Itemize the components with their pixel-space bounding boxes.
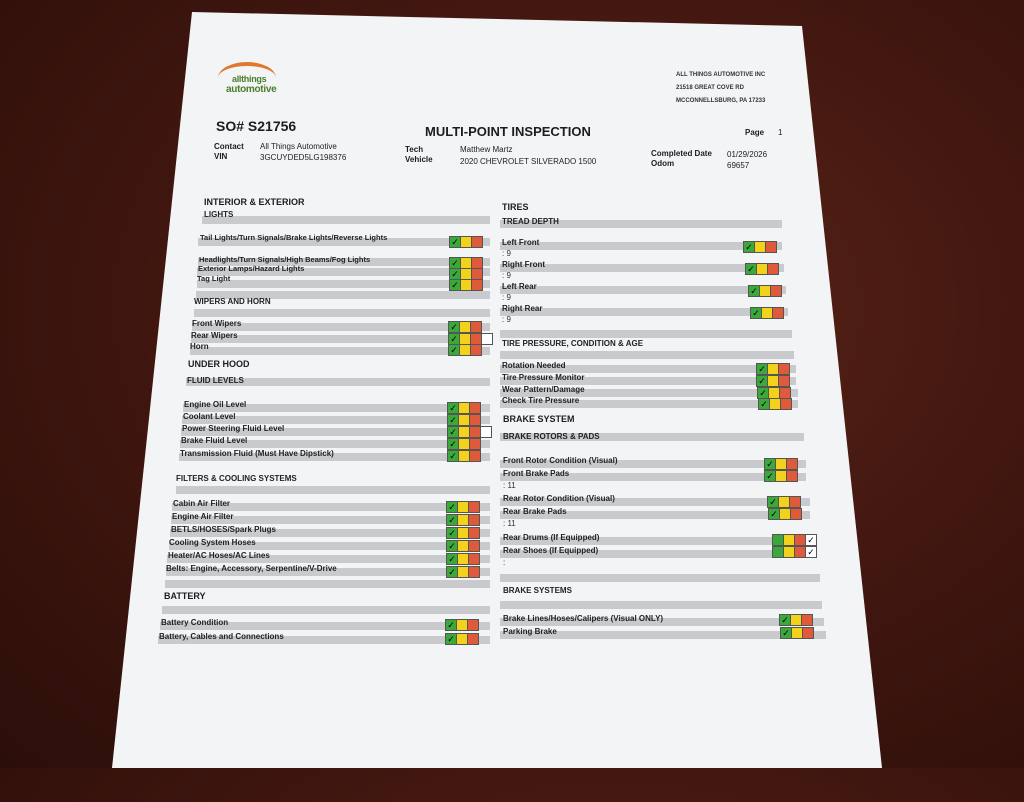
vin-label: VIN	[214, 152, 228, 161]
section-tires: TIRES	[502, 202, 529, 212]
check-item: BETLS/HOSES/Spark Plugs	[171, 525, 276, 534]
check-item: Wear Pattern/Damage	[502, 385, 585, 394]
rating-swatch	[446, 540, 480, 552]
rating-swatch	[449, 279, 483, 291]
rating-swatch	[772, 546, 817, 558]
check-icon: ✓	[450, 322, 458, 332]
check-item: Rear Shoes (If Equipped)	[503, 546, 599, 555]
check-icon: ✓	[451, 269, 459, 279]
check-icon: ✓	[449, 427, 457, 437]
check-item: Cooling System Hoses	[169, 538, 256, 547]
check-item: Heater/AC Hoses/AC Lines	[168, 551, 270, 560]
check-icon: ✓	[448, 541, 456, 551]
section-battery: BATTERY	[164, 591, 206, 601]
measurement-value: : 9	[502, 315, 511, 324]
section-brake-system: BRAKE SYSTEM	[503, 414, 575, 424]
section-interior-exterior: INTERIOR & EXTERIOR	[204, 197, 305, 207]
rating-swatch	[448, 321, 482, 333]
check-icon: ✓	[758, 376, 766, 386]
check-item: Front Rotor Condition (Visual)	[503, 456, 618, 465]
rating-swatch	[780, 627, 814, 639]
vehicle-label: Vehicle	[405, 155, 433, 164]
subsection-rotors-pads: BRAKE ROTORS & PADS	[503, 432, 600, 441]
check-item: Parking Brake	[503, 627, 557, 636]
check-item: Brake Lines/Hoses/Calipers (Visual ONLY)	[503, 614, 664, 623]
page-label: Page	[745, 128, 765, 137]
check-item: Front Wipers	[192, 319, 242, 328]
subsection-lights: LIGHTS	[204, 210, 234, 219]
rating-swatch	[768, 508, 802, 520]
check-item: Left Rear	[502, 282, 537, 291]
rating-swatch	[446, 514, 480, 526]
rating-swatch	[448, 344, 482, 356]
rating-swatch	[758, 398, 792, 410]
row-bar	[194, 309, 490, 317]
check-item: Front Brake Pads	[503, 469, 570, 478]
rating-swatch	[779, 614, 813, 626]
check-item: Battery Condition	[161, 618, 229, 627]
tech-label: Tech	[405, 145, 424, 154]
check-item: Tire Pressure Monitor	[502, 373, 585, 382]
row-bar	[165, 580, 490, 588]
check-item: Rear Rotor Condition (Visual)	[503, 494, 615, 503]
check-item: Transmission Fluid (Must Have Dipstick)	[180, 449, 334, 458]
check-icon: ✓	[759, 388, 767, 398]
rating-swatch	[449, 236, 483, 248]
check-icon: ✓	[745, 242, 753, 252]
check-item: Right Front	[502, 260, 546, 269]
vehicle-value: 2020 CHEVROLET SILVERADO 1500	[460, 157, 597, 166]
measurement-value: :	[503, 558, 506, 567]
check-icon: ✓	[451, 258, 459, 268]
check-item: Rear Brake Pads	[503, 507, 567, 516]
row-bar	[500, 601, 822, 609]
check-item: Check Tire Pressure	[502, 396, 580, 405]
logo-line2: automotive	[226, 84, 277, 95]
service-order-number: SO# S21756	[216, 118, 297, 134]
check-item: Cabin Air Filter	[173, 499, 231, 508]
check-item: Power Steering Fluid Level	[182, 424, 285, 433]
section-under-hood: UNDER HOOD	[188, 359, 250, 369]
row-bar	[197, 280, 490, 288]
check-icon: ✓	[451, 280, 459, 290]
rating-swatch	[772, 534, 817, 546]
check-icon: ✓	[805, 535, 816, 545]
odometer-value: 69657	[727, 161, 750, 170]
rating-swatch	[750, 307, 784, 319]
check-icon: ✓	[782, 628, 790, 638]
rating-swatch	[446, 553, 480, 565]
row-bar	[500, 242, 782, 250]
check-item: Horn	[190, 342, 209, 351]
check-item: Rotation Needed	[502, 361, 566, 370]
check-icon: ✓	[766, 471, 774, 481]
completed-date-label: Completed Date	[651, 149, 712, 158]
check-icon: ✓	[447, 620, 455, 630]
row-bar	[500, 574, 820, 582]
check-icon: ✓	[448, 502, 456, 512]
check-item: Battery, Cables and Connections	[159, 632, 284, 641]
contact-value: All Things Automotive	[260, 142, 337, 151]
row-bar	[500, 286, 786, 294]
check-item: Tag Light	[197, 274, 231, 283]
company-name: ALL THINGS AUTOMOTIVE INC	[676, 72, 766, 78]
check-icon: ✓	[449, 403, 457, 413]
check-icon: ✓	[770, 509, 778, 519]
row-bar	[500, 351, 794, 359]
contact-label: Contact	[214, 142, 244, 151]
logo-line1: allthings	[232, 74, 267, 84]
company-address: 21518 GREAT COVE RD	[676, 85, 744, 91]
measurement-value: : 9	[502, 293, 511, 302]
subsection-tire-pressure: TIRE PRESSURE, CONDITION & AGE	[502, 339, 644, 348]
row-bar	[190, 347, 490, 355]
rating-swatch	[445, 633, 479, 645]
rating-swatch	[445, 619, 479, 631]
check-icon: ✓	[449, 451, 457, 461]
check-icon: ✓	[805, 547, 816, 557]
check-item: Belts: Engine, Accessory, Serpentine/V-Drive	[166, 564, 337, 573]
vin-value: 3GCUYDED5LG198376	[260, 153, 347, 162]
check-icon: ✓	[766, 459, 774, 469]
odometer-label: Odom	[651, 159, 675, 168]
rating-swatch	[743, 241, 777, 253]
subsection-brake-systems: BRAKE SYSTEMS	[503, 586, 572, 595]
check-item: Brake Fluid Level	[181, 436, 248, 445]
check-icon: ✓	[451, 237, 459, 247]
rating-swatch	[446, 527, 480, 539]
rating-swatch	[447, 438, 481, 450]
rating-swatch	[764, 458, 798, 470]
check-item: Rear Drums (If Equipped)	[503, 533, 600, 542]
check-item: Right Rear	[502, 304, 543, 313]
check-item: Headlights/Turn Signals/High Beams/Fog Lights	[199, 255, 371, 264]
subsection-wipers-horn: WIPERS AND HORN	[194, 297, 271, 306]
measurement-value: : 9	[502, 249, 511, 258]
check-item: Exterior Lamps/Hazard Lights	[198, 264, 305, 273]
check-icon: ✓	[447, 634, 455, 644]
check-item: Tail Lights/Turn Signals/Brake Lights/Reverse Lights	[200, 233, 388, 242]
check-icon: ✓	[760, 399, 768, 409]
page-title: MULTI-POINT INSPECTION	[425, 124, 591, 139]
measurement-value: : 9	[502, 271, 511, 280]
rating-swatch	[447, 450, 481, 462]
check-item: Engine Oil Level	[184, 400, 247, 409]
completed-date-value: 01/29/2026	[727, 150, 768, 159]
check-icon: ✓	[448, 528, 456, 538]
check-icon: ✓	[448, 554, 456, 564]
subsection-fluid-levels: FLUID LEVELS	[187, 376, 244, 385]
measurement-value: : 11	[503, 519, 516, 528]
check-icon: ✓	[750, 286, 758, 296]
check-icon: ✓	[449, 415, 457, 425]
check-icon: ✓	[781, 615, 789, 625]
rating-swatch	[764, 470, 798, 482]
rating-swatch	[446, 566, 480, 578]
check-item: Engine Air Filter	[172, 512, 234, 521]
check-item: Coolant Level	[183, 412, 236, 421]
row-bar	[500, 308, 788, 316]
row-bar	[162, 606, 490, 614]
check-icon: ✓	[449, 439, 457, 449]
rating-swatch	[447, 414, 481, 426]
rating-swatch	[447, 426, 492, 438]
rating-swatch	[447, 402, 481, 414]
company-city: MCCONNELLSBURG, PA 17233	[676, 98, 766, 104]
subsection-filters-cooling: FILTERS & COOLING SYSTEMS	[176, 474, 297, 483]
row-bar	[500, 330, 792, 338]
check-icon: ✓	[747, 264, 755, 274]
check-icon: ✓	[448, 567, 456, 577]
rating-swatch	[446, 501, 480, 513]
check-icon: ✓	[450, 334, 458, 344]
rating-swatch	[748, 285, 782, 297]
check-item: Rear Wipers	[191, 331, 238, 340]
tech-value: Matthew Martz	[460, 145, 513, 154]
rating-swatch	[756, 375, 790, 387]
check-icon: ✓	[450, 345, 458, 355]
measurement-value: : 11	[503, 481, 516, 490]
rating-swatch	[767, 496, 801, 508]
rating-swatch	[745, 263, 779, 275]
rating-swatch	[756, 363, 790, 375]
company-logo	[218, 62, 280, 98]
check-icon: ✓	[448, 515, 456, 525]
check-item: Left Front	[502, 238, 540, 247]
check-icon: ✓	[769, 497, 777, 507]
check-icon: ✓	[758, 364, 766, 374]
row-bar	[202, 216, 490, 224]
subsection-tread-depth: TREAD DEPTH	[502, 217, 559, 226]
row-bar	[176, 486, 490, 494]
check-icon: ✓	[752, 308, 760, 318]
page-number: 1	[778, 128, 783, 137]
